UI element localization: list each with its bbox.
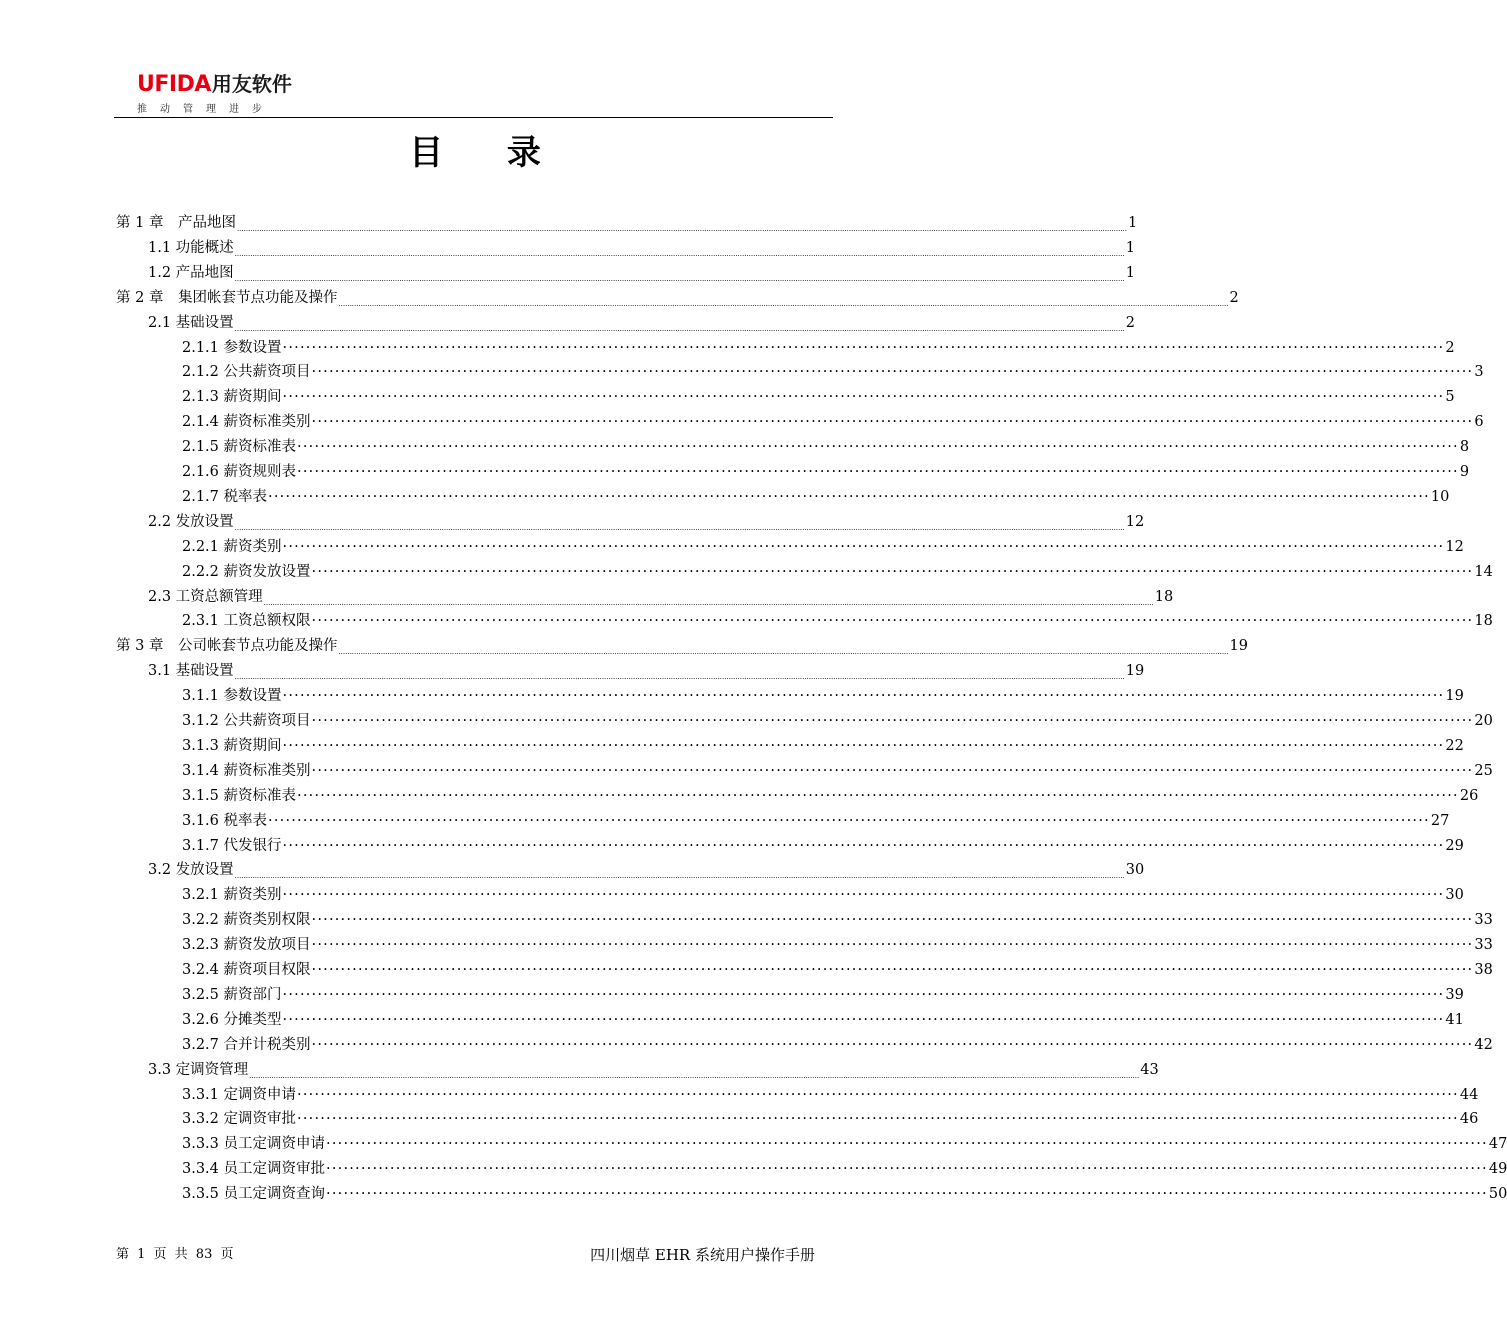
- toc-entry-page-number: 44: [1459, 1086, 1479, 1103]
- toc-dot-leader: ········································································································································································································: [282, 538, 1445, 555]
- toc-entry-page-number: 39: [1445, 986, 1464, 1003]
- toc-dot-leader: ········································································································································································································: [282, 737, 1445, 754]
- header-divider: [114, 117, 833, 118]
- toc-dot-leader: ········································································································································································································: [311, 364, 1474, 381]
- toc-entry-page-number: 22: [1445, 737, 1464, 754]
- toc-dot-leader: ········································································································································································································: [311, 762, 1474, 779]
- toc-entry-page-number: 20: [1474, 713, 1493, 729]
- toc-entry[interactable]: [148, 261, 1135, 285]
- toc-entry-page-number: 25: [1474, 762, 1493, 779]
- toc-entry-page-number: 6: [1474, 414, 1484, 431]
- toc-entry-label: 3.2 发放设置: [148, 862, 234, 879]
- toc-dot-leader: ········································································································································································································: [297, 464, 1459, 480]
- toc-entry-label: 2.3 工资总额管理: [148, 588, 263, 605]
- toc-dot-leader: ········································································································································································································: [282, 887, 1445, 904]
- toc-entry-label: 2.1.6 薪资规则表: [182, 464, 297, 480]
- toc-entry[interactable]: [182, 1182, 1507, 1206]
- toc-dot-leader: ········································································································································································································: [282, 1011, 1445, 1028]
- toc-entry-label: 3.3.1 定调资申请: [182, 1086, 297, 1103]
- toc-dot-leader: ................................................................................................................................................................................................................................................................................................................................................................................................................: [236, 225, 1127, 233]
- toc-entry-page-number: 1: [1128, 215, 1138, 231]
- toc-entry-label: 3.1.2 公共薪资项目: [182, 713, 311, 729]
- toc-dot-leader: ········································································································································································································: [268, 812, 1430, 829]
- toc-entry[interactable]: [116, 634, 1248, 658]
- toc-dot-leader: ................................................................................................................................................................................................................................................................................................................................................................................................................: [234, 872, 1125, 881]
- toc-entry-label: 3.2.7 合并计税类别: [182, 1036, 311, 1053]
- toc-entry[interactable]: [116, 286, 1239, 310]
- toc-entry-page-number: 8: [1459, 439, 1470, 456]
- toc-entry[interactable]: [182, 983, 1464, 1007]
- toc-dot-leader: ········································································································································································································: [297, 439, 1459, 456]
- toc-entry[interactable]: [182, 734, 1464, 758]
- toc-entry[interactable]: [148, 510, 1145, 534]
- toc-entry[interactable]: [182, 360, 1484, 384]
- toc-entry[interactable]: [182, 485, 1450, 509]
- toc-entry-page-number: 14: [1474, 563, 1493, 580]
- toc-entry-page-number: 49: [1488, 1161, 1507, 1178]
- toc-dot-leader: ········································································································································································································: [311, 613, 1474, 630]
- toc-entry[interactable]: [182, 883, 1464, 907]
- toc-entry-label: 3.1.1 参数设置: [182, 688, 282, 705]
- toc-dot-leader: ········································································································································································································: [297, 1086, 1459, 1103]
- toc-dot-leader: ................................................................................................................................................................................................................................................................................................................................................................................................................: [234, 249, 1125, 258]
- toc-dot-leader: ········································································································································································································: [282, 389, 1445, 406]
- toc-entry-page-number: 1: [1125, 239, 1135, 256]
- toc-entry-page-number: 18: [1474, 613, 1493, 630]
- toc-entry[interactable]: [182, 834, 1464, 858]
- toc-entry[interactable]: [182, 435, 1470, 459]
- toc-dot-leader: ................................................................................................................................................................................................................................................................................................................................................................................................................: [263, 598, 1154, 607]
- toc-entry-page-number: 2: [1229, 289, 1239, 306]
- toc-entry[interactable]: [182, 1008, 1464, 1032]
- toc-entry-page-number: 2: [1125, 314, 1135, 331]
- toc-entry-label: 3.2.6 分摊类型: [182, 1011, 282, 1028]
- toc-dot-leader: ········································································································································································································: [311, 563, 1474, 580]
- toc-entry[interactable]: [148, 311, 1135, 335]
- toc-dot-leader: ········································································································································································································: [326, 1186, 1488, 1203]
- toc-entry-page-number: 30: [1125, 862, 1145, 879]
- toc-entry-label: 3.1.5 薪资标准表: [182, 787, 297, 804]
- toc-dot-leader: ········································································································································································································: [297, 1111, 1459, 1128]
- toc-dot-leader: ········································································································································································································: [311, 414, 1474, 431]
- toc-entry-label: 3.3.2 定调资审批: [182, 1111, 297, 1128]
- toc-entry[interactable]: [182, 1132, 1507, 1156]
- toc-entry-label: 2.2.1 薪资类别: [182, 538, 282, 555]
- toc-entry[interactable]: [182, 759, 1493, 783]
- toc-entry-label: 3.2.1 薪资类别: [182, 887, 282, 904]
- toc-entry-label: 第 3 章 公司帐套节点功能及操作: [116, 638, 338, 655]
- toc-entry[interactable]: [182, 908, 1493, 932]
- logo-slogan: 推动管理进步: [137, 104, 275, 115]
- logo-brand-latin: UFIDA: [137, 72, 211, 97]
- toc-entry[interactable]: [148, 585, 1174, 609]
- toc-entry-page-number: 33: [1474, 912, 1493, 929]
- toc-entry-label: 2.1 基础设置: [148, 314, 234, 331]
- toc-entry-label: 2.2.2 薪资发放设置: [182, 563, 311, 580]
- toc-dot-leader: ········································································································································································································: [326, 1161, 1488, 1178]
- toc-entry-label: 2.1.2 公共薪资项目: [182, 364, 311, 381]
- toc-entry-page-number: 19: [1125, 663, 1145, 680]
- toc-entry-page-number: 43: [1140, 1061, 1159, 1078]
- toc-entry-page-number: 47: [1488, 1136, 1507, 1153]
- toc-entry-label: 3.2.4 薪资项目权限: [182, 962, 311, 978]
- page-title: 目 录: [409, 133, 567, 173]
- footer-page-info: 第 1 页 共 83 页: [116, 1247, 234, 1262]
- toc-entry-label: 2.1.7 税率表: [182, 488, 268, 505]
- toc-entry[interactable]: [148, 858, 1145, 882]
- toc-entry[interactable]: [182, 1157, 1507, 1181]
- toc-entry[interactable]: [148, 236, 1135, 260]
- toc-dot-leader: ................................................................................................................................................................................................................................................................................................................................................................................................................: [338, 648, 1229, 657]
- toc-entry-label: 第 2 章 集团帐套节点功能及操作: [116, 289, 338, 306]
- toc-entry-label: 2.3.1 工资总额权限: [182, 613, 311, 630]
- toc-entry-label: 3.3.5 员工定调资查询: [182, 1186, 326, 1203]
- toc-dot-leader: ········································································································································································································: [311, 912, 1474, 929]
- toc-entry-label: 3.2.5 薪资部门: [182, 986, 282, 1003]
- toc-entry-label: 3.3.4 员工定调资审批: [182, 1161, 326, 1178]
- toc-entry-page-number: 42: [1474, 1036, 1493, 1053]
- toc-dot-leader: ................................................................................................................................................................................................................................................................................................................................................................................................................: [234, 324, 1125, 333]
- toc-entry-page-number: 5: [1445, 389, 1455, 406]
- toc-entry[interactable]: [182, 1033, 1493, 1057]
- toc-entry-page-number: 46: [1459, 1111, 1479, 1128]
- toc-entry-page-number: 50: [1488, 1186, 1507, 1203]
- toc-entry-page-number: 1: [1125, 264, 1135, 281]
- toc-entry-page-number: 30: [1445, 887, 1464, 904]
- toc-entry[interactable]: [182, 336, 1455, 360]
- toc-entry[interactable]: [182, 958, 1493, 982]
- toc-dot-leader: ········································································································································································································: [326, 1136, 1488, 1153]
- toc-entry-label: 1.1 功能概述: [148, 239, 234, 256]
- toc-entry-label: 2.1.1 参数设置: [182, 339, 282, 356]
- toc-entry[interactable]: [182, 410, 1484, 434]
- toc-entry-label: 3.2.2 薪资类别权限: [182, 912, 311, 929]
- toc-entry[interactable]: [182, 809, 1450, 833]
- toc-entry-label: 3.1.6 税率表: [182, 812, 268, 829]
- toc-entry-label: 3.1.7 代发银行: [182, 837, 282, 854]
- toc-entry[interactable]: [182, 560, 1493, 584]
- toc-entry[interactable]: [148, 1058, 1159, 1082]
- toc-entry-page-number: 18: [1154, 588, 1174, 605]
- toc-dot-leader: ········································································································································································································: [311, 937, 1474, 954]
- toc-dot-leader: ········································································································································································································: [282, 837, 1445, 854]
- toc-entry-page-number: 27: [1430, 812, 1450, 829]
- toc-dot-leader: ................................................................................................................................................................................................................................................................................................................................................................................................................: [234, 523, 1125, 532]
- toc-entry-label: 2.1.4 薪资标准类别: [182, 414, 311, 431]
- toc-entry[interactable]: [148, 659, 1145, 683]
- toc-entry-page-number: 26: [1459, 787, 1479, 804]
- toc-entry[interactable]: [182, 1107, 1479, 1131]
- toc-dot-leader: ········································································································································································································: [311, 962, 1474, 978]
- toc-dot-leader: ········································································································································································································: [282, 339, 1445, 356]
- toc-entry-label: 1.2 产品地图: [148, 264, 234, 281]
- toc-dot-leader: ········································································································································································································: [297, 787, 1459, 804]
- toc-entry-label: 第 1 章 产品地图: [116, 215, 236, 231]
- toc-dot-leader: ········································································································································································································: [282, 688, 1445, 705]
- toc-entry-page-number: 33: [1474, 937, 1493, 954]
- toc-entry[interactable]: [182, 460, 1470, 484]
- toc-entry-label: 3.2.3 薪资发放项目: [182, 937, 311, 954]
- toc-dot-leader: ................................................................................................................................................................................................................................................................................................................................................................................................................: [234, 673, 1125, 682]
- toc-dot-leader: ········································································································································································································: [311, 1036, 1474, 1053]
- toc-entry[interactable]: [116, 211, 1138, 235]
- company-logo: [137, 70, 317, 114]
- toc-dot-leader: ................................................................................................................................................................................................................................................................................................................................................................................................................: [249, 1071, 1140, 1080]
- toc-entry-label: 3.1.3 薪资期间: [182, 737, 282, 754]
- toc-entry-page-number: 12: [1445, 538, 1464, 555]
- toc-entry[interactable]: [182, 784, 1479, 808]
- toc-entry[interactable]: [182, 1083, 1479, 1107]
- toc-entry-page-number: 2: [1445, 339, 1455, 356]
- toc-dot-leader: ................................................................................................................................................................................................................................................................................................................................................................................................................: [234, 274, 1125, 283]
- footer-document-title: 四川烟草 EHR 系统用户操作手册: [590, 1246, 815, 1264]
- toc-entry-page-number: 12: [1125, 513, 1145, 530]
- toc-entry-label: 2.2 发放设置: [148, 513, 234, 530]
- toc-entry-page-number: 29: [1445, 837, 1464, 854]
- toc-entry-label: 3.1 基础设置: [148, 663, 234, 680]
- toc-entry-label: 3.3 定调资管理: [148, 1061, 249, 1078]
- toc-entry-page-number: 19: [1445, 688, 1464, 705]
- toc-entry-page-number: 10: [1430, 488, 1450, 505]
- toc-entry-page-number: 9: [1459, 464, 1470, 480]
- toc-entry[interactable]: [182, 933, 1493, 957]
- toc-entry-label: 3.1.4 薪资标准类别: [182, 762, 311, 779]
- toc-entry-page-number: 38: [1474, 962, 1493, 978]
- toc-entry[interactable]: [182, 684, 1464, 708]
- toc-dot-leader: ········································································································································································································: [268, 488, 1430, 505]
- toc-entry-label: 2.1.3 薪资期间: [182, 389, 282, 406]
- toc-dot-leader: ········································································································································································································: [311, 713, 1474, 729]
- toc-entry[interactable]: [182, 709, 1493, 733]
- toc-entry[interactable]: [182, 535, 1464, 559]
- toc-entry-page-number: 3: [1474, 364, 1484, 381]
- toc-entry-label: 2.1.5 薪资标准表: [182, 439, 297, 456]
- toc-entry-page-number: 19: [1229, 638, 1248, 655]
- toc-dot-leader: ................................................................................................................................................................................................................................................................................................................................................................................................................: [338, 299, 1229, 308]
- toc-entry-page-number: 41: [1445, 1011, 1464, 1028]
- toc-entry[interactable]: [182, 609, 1493, 633]
- toc-entry-label: 3.3.3 员工定调资申请: [182, 1136, 326, 1153]
- logo-brand-chinese: 用友软件: [211, 72, 292, 96]
- toc-dot-leader: ········································································································································································································: [282, 986, 1445, 1003]
- toc-entry[interactable]: [182, 385, 1455, 409]
